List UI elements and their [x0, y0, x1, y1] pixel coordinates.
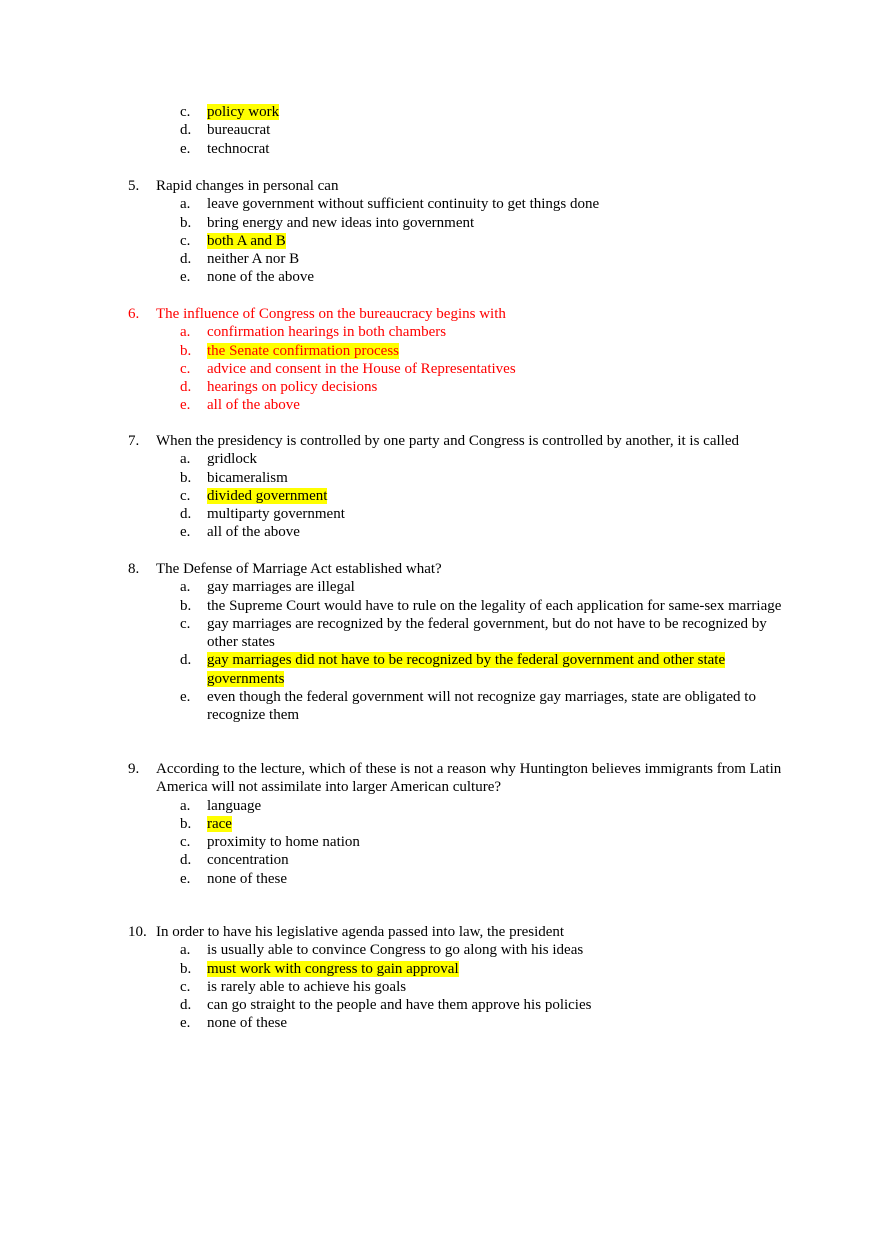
- option-text: gay marriages are recognized by the federal government, but do not have to be recognized by other states: [207, 615, 767, 651]
- option: [180, 469, 788, 487]
- option: [180, 214, 788, 232]
- option-text: gay marriages did not have to be recognized by the federal government and other state governments: [207, 652, 726, 687]
- option-text: multiparty government: [207, 506, 345, 523]
- question-stem: [128, 177, 788, 195]
- option-text: all of the above: [207, 524, 300, 541]
- option-text: concentration: [207, 852, 289, 869]
- option-letter: e.: [180, 524, 191, 541]
- option-text: can go straight to the people and have them approve his policies: [207, 997, 592, 1014]
- option-text: must work with congress to gain approval: [207, 960, 459, 977]
- option: [180, 121, 788, 139]
- option-letter: b.: [180, 214, 192, 231]
- option-letter: d.: [180, 506, 192, 523]
- option-letter: b.: [180, 342, 192, 359]
- question-number: 10.: [128, 924, 147, 940]
- question-stem: [128, 432, 788, 450]
- option: [180, 487, 788, 505]
- question-stem: [128, 760, 788, 797]
- option-text: hearings on policy decisions: [207, 379, 378, 396]
- option-text: bring energy and new ideas into government: [207, 214, 475, 231]
- option: [180, 378, 788, 396]
- option-text: gridlock: [207, 451, 257, 468]
- option: [180, 815, 788, 833]
- option-text: proximity to home nation: [207, 834, 360, 851]
- options-list: [180, 797, 788, 888]
- option: [180, 523, 788, 541]
- question-number: 5.: [128, 178, 140, 194]
- option-letter: c.: [180, 232, 191, 249]
- option-letter: d.: [180, 652, 192, 669]
- option: [180, 103, 788, 121]
- option-letter: c.: [180, 834, 191, 851]
- option-letter: b.: [180, 469, 192, 486]
- option-text: confirmation hearings in both chambers: [207, 324, 447, 341]
- question-stem: [128, 305, 788, 323]
- question-text: According to the lecture, which of these is not a reason why Huntington believes immigrants from Latin America will not assimilate into larger American culture?: [156, 761, 782, 796]
- option: [180, 870, 788, 888]
- option-text: bureaucrat: [207, 122, 271, 139]
- option: [180, 450, 788, 468]
- option-text: even though the federal government will not recognize gay marriages, state are obligated to recognize them: [207, 689, 756, 724]
- question-number: 7.: [128, 433, 140, 449]
- question-text: In order to have his legislative agenda passed into law, the president: [156, 924, 565, 940]
- option-letter: d.: [180, 122, 192, 139]
- option: [180, 268, 788, 286]
- option-letter: e.: [180, 689, 191, 706]
- option-text: leave government without sufficient continuity to get things done: [207, 196, 600, 213]
- option-text: the Senate confirmation process: [207, 342, 400, 359]
- option-letter: a.: [180, 797, 191, 814]
- option: [180, 195, 788, 213]
- options-list: [180, 450, 788, 541]
- options-list: [180, 103, 788, 158]
- option-letter: c.: [180, 978, 191, 995]
- option-text: language: [207, 797, 262, 814]
- option-letter: b.: [180, 597, 192, 614]
- option: [180, 615, 788, 652]
- options-list: [180, 941, 788, 1032]
- option-text: policy work: [207, 104, 280, 120]
- option-text: gay marriages are illegal: [207, 579, 355, 596]
- option-letter: a.: [180, 324, 191, 341]
- question-stem: [128, 560, 788, 578]
- option: [180, 651, 788, 688]
- option-text: none of these: [207, 870, 287, 887]
- option: [180, 833, 788, 851]
- option-text: all of the above: [207, 397, 300, 414]
- option-letter: a.: [180, 942, 191, 959]
- option-letter: d.: [180, 379, 192, 396]
- option-text: race: [207, 815, 232, 832]
- option: [180, 250, 788, 268]
- option-text: is usually able to convince Congress to go along with his ideas: [207, 942, 584, 959]
- option: [180, 578, 788, 596]
- option: [180, 1014, 788, 1032]
- option-letter: e.: [180, 140, 191, 157]
- option-letter: d.: [180, 852, 192, 869]
- question-5: [128, 177, 788, 287]
- option-letter: c.: [180, 360, 191, 377]
- option: [180, 797, 788, 815]
- option: [180, 396, 788, 414]
- question-text: The Defense of Marriage Act established what?: [156, 561, 442, 577]
- question-number: 9.: [128, 761, 140, 777]
- option: [180, 323, 788, 341]
- option-letter: a.: [180, 451, 191, 468]
- option-letter: a.: [180, 579, 191, 596]
- question-continuation: [128, 103, 788, 158]
- option: [180, 941, 788, 959]
- option-text: none of these: [207, 1015, 287, 1032]
- option: [180, 597, 788, 615]
- question-6: [128, 305, 788, 415]
- question-8: [128, 560, 788, 725]
- option-letter: e.: [180, 1015, 191, 1032]
- question-text: The influence of Congress on the bureaucracy begins with: [156, 306, 506, 322]
- option-letter: b.: [180, 960, 192, 977]
- option: [180, 978, 788, 996]
- option-letter: b.: [180, 815, 192, 832]
- option: [180, 232, 788, 250]
- question-text: Rapid changes in personal can: [156, 178, 339, 194]
- option: [180, 140, 788, 158]
- option-text: both A and B: [207, 232, 286, 249]
- option-letter: e.: [180, 397, 191, 414]
- option-text: the Supreme Court would have to rule on the legality of each application for same-sex marriage: [207, 597, 782, 614]
- option: [180, 851, 788, 869]
- question-9: [128, 760, 788, 888]
- options-list: [180, 195, 788, 286]
- option: [180, 960, 788, 978]
- option-letter: c.: [180, 487, 191, 504]
- question-number: 8.: [128, 561, 140, 577]
- option-text: none of the above: [207, 269, 315, 286]
- option: [180, 688, 788, 725]
- question-number: 6.: [128, 306, 140, 322]
- question-7: [128, 432, 788, 542]
- option-letter: c.: [180, 104, 191, 120]
- option-text: neither A nor B: [207, 251, 300, 268]
- option-text: bicameralism: [207, 469, 288, 486]
- question-stem: [128, 923, 788, 941]
- option: [180, 360, 788, 378]
- option-letter: d.: [180, 997, 192, 1014]
- options-list: [180, 323, 788, 414]
- option-letter: a.: [180, 196, 191, 213]
- option-text: advice and consent in the House of Representatives: [207, 360, 516, 377]
- question-10: [128, 923, 788, 1033]
- options-list: [180, 578, 788, 724]
- question-text: When the presidency is controlled by one party and Congress is controlled by another, it is called: [156, 433, 739, 449]
- option: [180, 342, 788, 360]
- option-letter: e.: [180, 269, 191, 286]
- option-letter: c.: [180, 615, 191, 632]
- option: [180, 996, 788, 1014]
- option-text: is rarely able to achieve his goals: [207, 978, 407, 995]
- option-letter: e.: [180, 870, 191, 887]
- option-text: divided government: [207, 487, 328, 504]
- option-text: technocrat: [207, 140, 270, 157]
- option: [180, 505, 788, 523]
- option-letter: d.: [180, 251, 192, 268]
